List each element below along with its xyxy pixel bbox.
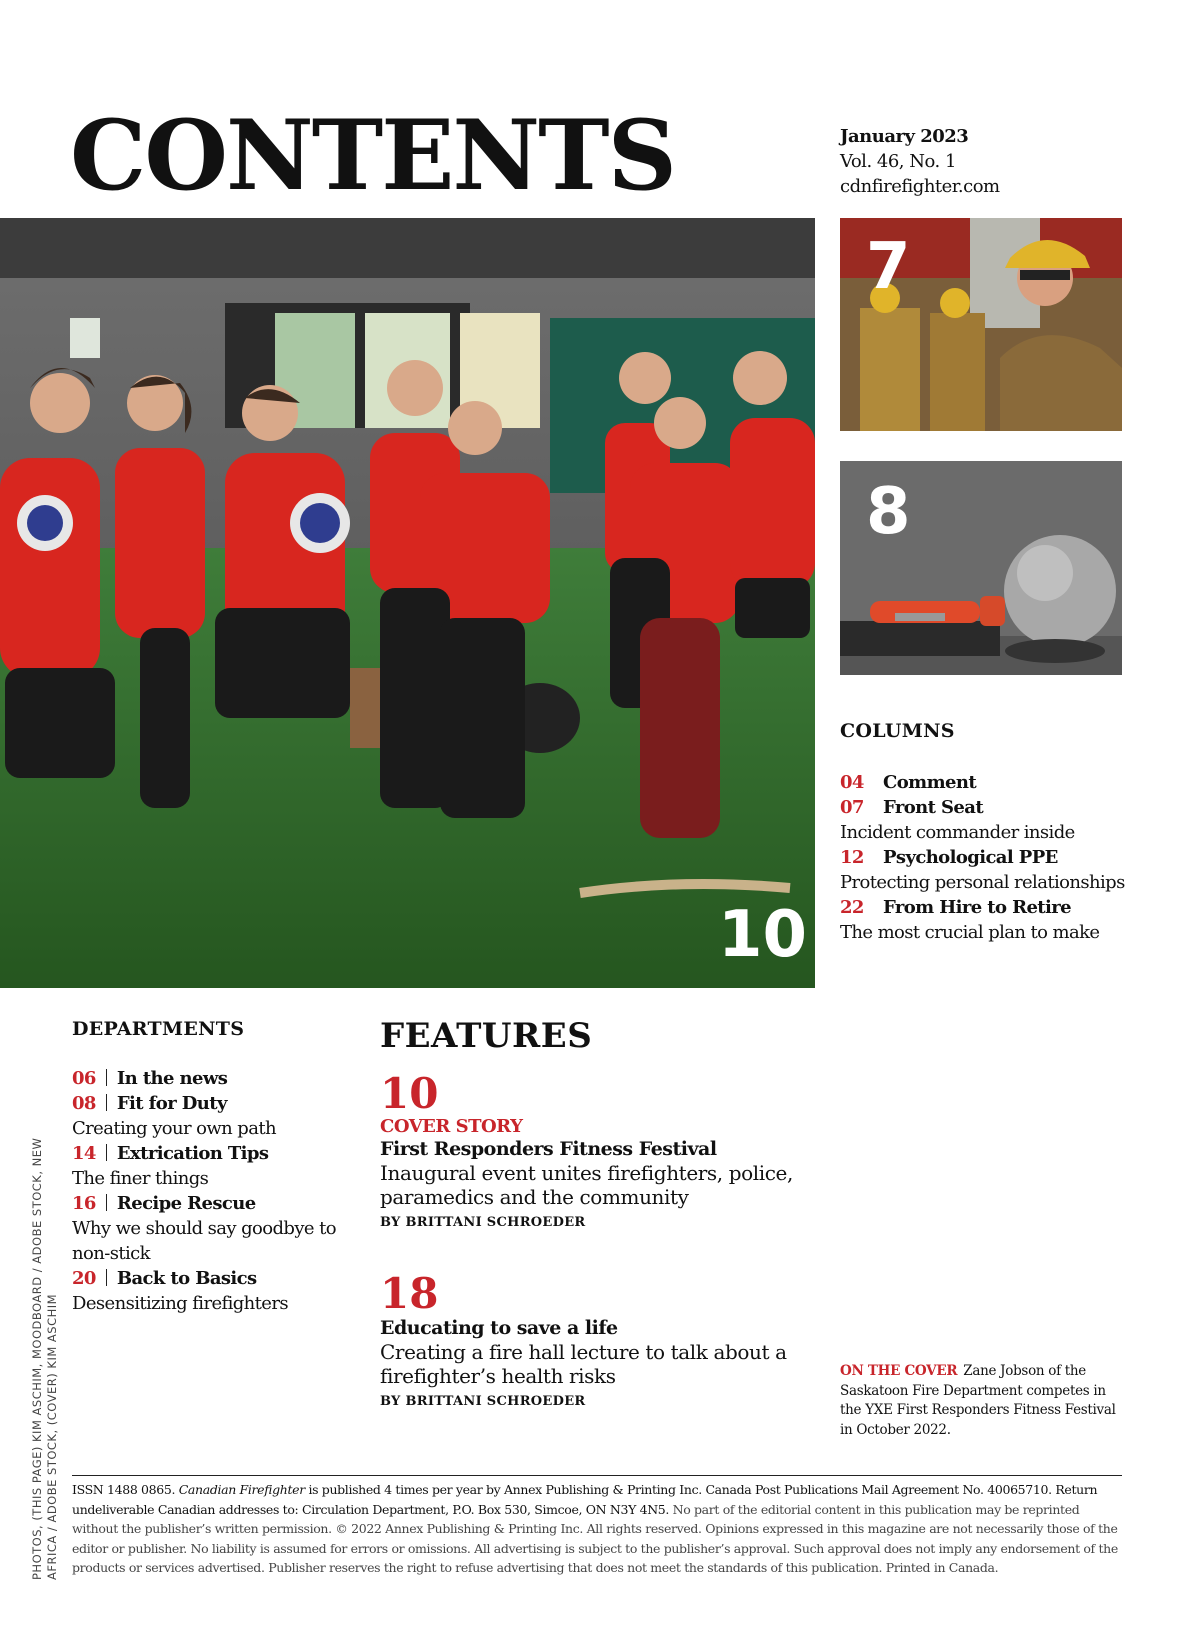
divider bbox=[72, 1475, 1122, 1476]
feature-byline: BY BRITTANI SCHROEDER bbox=[380, 1215, 586, 1230]
department-description: Why we should say goodbye to non-stick bbox=[72, 1218, 336, 1264]
thumb2-page-number: 8 bbox=[866, 475, 911, 549]
list-item[interactable] bbox=[72, 1091, 347, 1141]
column-title: Psychological PPE bbox=[883, 847, 1058, 868]
firefighter-photo-image bbox=[840, 218, 1122, 431]
issue-info bbox=[840, 124, 1000, 199]
on-the-cover-caption bbox=[840, 1362, 1130, 1440]
page-number: 04 bbox=[840, 772, 864, 793]
page-title: CONTENTS bbox=[70, 99, 675, 212]
feature-description: Creating a fire hall lecture to talk about a firefighter’s health risks bbox=[380, 1340, 787, 1388]
column-title: Comment bbox=[883, 772, 977, 793]
page-number: 07 bbox=[840, 797, 864, 818]
page-number: 14 bbox=[72, 1143, 96, 1164]
on-the-cover-label: ON THE COVER bbox=[840, 1363, 958, 1379]
page-number: 22 bbox=[840, 897, 864, 918]
on-the-cover-text: Zane Jobson of the Saskatoon Fire Department competes in the YXE First Responders Fitness Festival in October 2022. bbox=[840, 1363, 1116, 1438]
list-item[interactable] bbox=[72, 1141, 347, 1191]
website-link[interactable]: cdnfirefighter.com bbox=[840, 176, 1000, 197]
divider bbox=[106, 1144, 107, 1161]
departments-list bbox=[72, 1066, 347, 1316]
department-title: Extrication Tips bbox=[116, 1143, 269, 1164]
list-item[interactable] bbox=[840, 770, 1130, 795]
fitness-festival-photo-image bbox=[0, 218, 815, 988]
feature-page-number: 10 bbox=[380, 1069, 439, 1118]
return-address: Return undeliverable Canadian addresses to: Circulation Department, P.O. Box 530, Simcoe, ON N3Y 4N5. bbox=[72, 1482, 1098, 1517]
photo-credit-line: AFRICA / ADOBE STOCK, (COVER) KIM ASCHIM bbox=[45, 1293, 59, 1580]
columns-list bbox=[840, 770, 1130, 945]
list-item[interactable] bbox=[840, 845, 1130, 895]
legal-notice: No part of the editorial content in this publication may be reprinted without the publisher’s written permission. © 2022 Annex Publishing & Printing Inc. All rights reserved. Opinions expressed in this magazine are not necessarily those of the editor or publisher. No liability is assumed for errors or omissions. All advertising is subject to the publisher’s approval. Such approval does not imply any endorsement of the products or services advertised. Publisher reserves the right to refuse advertising that does not meet the standards of this publication. Printed in Canada. bbox=[72, 1501, 1118, 1575]
columns-heading: COLUMNS bbox=[840, 720, 955, 742]
photo-credit-line: PHOTOS, (THIS PAGE) KIM ASCHIM, MOODBOARD / ADOBE STOCK, NEW bbox=[30, 1137, 44, 1580]
issue-volume: Vol. 46, No. 1 bbox=[840, 151, 956, 172]
publication-notice: is published 4 times per year by Annex Publishing & Printing Inc. Canada Post Publications Mail Agreement No. 40065710. bbox=[308, 1482, 1052, 1497]
feature-item[interactable] bbox=[380, 1069, 800, 1230]
main-photo-fitness-festival[interactable] bbox=[0, 218, 815, 988]
column-title: Front Seat bbox=[883, 797, 984, 818]
page-number: 20 bbox=[72, 1268, 96, 1289]
list-item[interactable] bbox=[840, 895, 1130, 945]
departments-heading: DEPARTMENTS bbox=[72, 1018, 245, 1040]
list-item[interactable] bbox=[72, 1066, 347, 1091]
cover-story-label: COVER STORY bbox=[380, 1116, 523, 1137]
department-title: Fit for Duty bbox=[116, 1093, 227, 1114]
page-number: 08 bbox=[72, 1093, 96, 1114]
column-title: From Hire to Retire bbox=[883, 897, 1071, 918]
department-description: Desensitizing firefighters bbox=[72, 1293, 288, 1314]
magazine-name: Canadian Firefighter bbox=[178, 1482, 305, 1497]
feature-item[interactable] bbox=[380, 1269, 800, 1409]
gym-equipment-photo-image bbox=[840, 461, 1122, 675]
page-number: 06 bbox=[72, 1068, 96, 1089]
features-heading: FEATURES bbox=[380, 1016, 593, 1056]
feature-description: Inaugural event unites firefighters, police, paramedics and the community bbox=[380, 1161, 793, 1209]
issn: ISSN 1488 0865. bbox=[72, 1482, 176, 1497]
column-description: Incident commander inside bbox=[840, 822, 1075, 843]
divider bbox=[106, 1069, 107, 1086]
feature-title: Educating to save a life bbox=[380, 1317, 618, 1339]
divider bbox=[106, 1269, 107, 1286]
feature-page-number: 18 bbox=[380, 1269, 439, 1318]
department-description: Creating your own path bbox=[72, 1118, 276, 1139]
department-description: The finer things bbox=[72, 1168, 209, 1189]
list-item[interactable] bbox=[840, 795, 1130, 845]
list-item[interactable] bbox=[72, 1266, 347, 1316]
department-title: In the news bbox=[116, 1068, 228, 1089]
column-description: Protecting personal relationships bbox=[840, 872, 1125, 893]
page-number: 16 bbox=[72, 1193, 96, 1214]
divider bbox=[106, 1194, 107, 1211]
feature-byline: BY BRITTANI SCHROEDER bbox=[380, 1394, 586, 1409]
department-title: Back to Basics bbox=[116, 1268, 257, 1289]
department-title: Recipe Rescue bbox=[116, 1193, 256, 1214]
thumbnail-photo-front-seat[interactable] bbox=[840, 218, 1122, 431]
issue-date: January 2023 bbox=[840, 126, 969, 147]
list-item[interactable] bbox=[72, 1191, 347, 1266]
photo-credit bbox=[30, 1138, 60, 1580]
main-photo-page-number: 10 bbox=[718, 898, 808, 972]
thumb1-page-number: 7 bbox=[866, 230, 911, 304]
thumbnail-photo-fitness-equipment[interactable] bbox=[840, 461, 1122, 675]
publication-fine-print bbox=[72, 1480, 1124, 1578]
page-number: 12 bbox=[840, 847, 864, 868]
divider bbox=[106, 1094, 107, 1111]
feature-title: First Responders Fitness Festival bbox=[380, 1138, 717, 1160]
column-description: The most crucial plan to make bbox=[840, 922, 1100, 943]
